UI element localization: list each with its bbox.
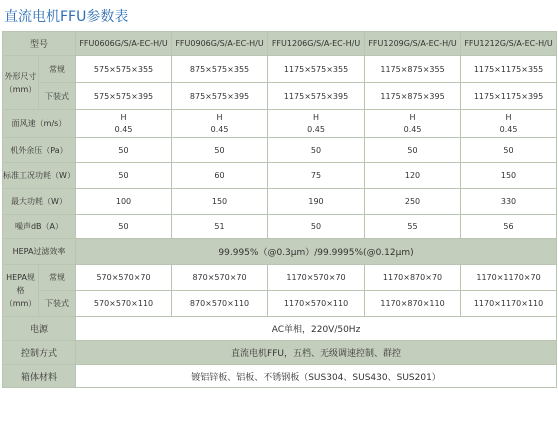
value-text: 0.45 (210, 124, 229, 134)
table-cell: 50 (76, 163, 172, 189)
model-header: FFU0906G/S/A-EC-H/U (172, 32, 268, 56)
table-cell: 250 (365, 189, 461, 215)
bottom-mount-sublabel: 下装式 (39, 291, 76, 317)
table-cell: 870×570×70 (172, 265, 268, 291)
table-cell: 330 (461, 189, 557, 215)
table-row (3, 83, 557, 110)
table-cell (461, 110, 557, 138)
table-cell: 570×570×110 (76, 291, 172, 317)
table-cell: 1175×875×395 (365, 83, 461, 110)
table-cell: 1170×870×110 (365, 291, 461, 317)
control-value: 直流电机FFU，五档、无级调速控制、群控 (76, 341, 557, 365)
normal-sublabel: 常规 (39, 56, 76, 83)
table-cell: 1175×575×355 (268, 56, 365, 83)
table-cell: 1175×1175×355 (461, 56, 557, 83)
table-cell: 1170×1170×110 (461, 291, 557, 317)
table-cell: 575×575×395 (76, 83, 172, 110)
table-cell: 1170×570×70 (268, 265, 365, 291)
table-cell: 50 (268, 138, 365, 163)
table-cell: 51 (172, 215, 268, 239)
level-text: H (120, 112, 127, 122)
table-row (3, 215, 557, 239)
table-cell: 50 (76, 138, 172, 163)
table-cell: 150 (172, 189, 268, 215)
model-header: FFU0606G/S/A-EC-H/U (76, 32, 172, 56)
table-cell: 120 (365, 163, 461, 189)
table-cell: 190 (268, 189, 365, 215)
value-text: 0.45 (499, 124, 518, 134)
table-cell: 1170×870×70 (365, 265, 461, 291)
control-label: 控制方式 (3, 341, 76, 365)
external-pressure-label: 机外余压（Pa） (3, 138, 76, 163)
table-row (3, 110, 557, 138)
model-label: 型号 (3, 32, 76, 56)
rated-power-label: 标准工况功耗（W） (3, 163, 76, 189)
table-cell: 56 (461, 215, 557, 239)
level-text: H (313, 112, 320, 122)
level-text: H (216, 112, 223, 122)
table-row (3, 341, 557, 365)
hepa-efficiency-label: HEPA过滤效率 (3, 239, 76, 265)
table-cell: 50 (365, 138, 461, 163)
table-row (3, 56, 557, 83)
model-header: FFU1212G/S/A-EC-H/U (461, 32, 557, 56)
bottom-mount-sublabel: 下装式 (39, 83, 76, 110)
dimensions-label: 外形尺寸（mm） (3, 56, 39, 110)
hepa-size-label: HEPA规格（mm） (3, 265, 39, 317)
table-cell: 575×575×355 (76, 56, 172, 83)
spec-table (2, 31, 557, 388)
table-cell: 1170×570×110 (268, 291, 365, 317)
table-cell: 50 (76, 215, 172, 239)
material-value: 镀铝锌板、铝板、不锈钢板（SUS304、SUS430、SUS201） (76, 365, 557, 388)
table-cell: 870×570×110 (172, 291, 268, 317)
table-cell: 1175×875×355 (365, 56, 461, 83)
page-title: 直流电机FFU参数表 (4, 9, 129, 25)
material-label: 箱体材料 (3, 365, 76, 388)
table-row (3, 163, 557, 189)
table-cell: 50 (268, 215, 365, 239)
table-cell: 150 (461, 163, 557, 189)
power-supply-value: AC单相，220V/50Hz (76, 317, 557, 341)
table-cell: 1175×575×395 (268, 83, 365, 110)
table-row (3, 365, 557, 388)
table-cell: 50 (172, 138, 268, 163)
hepa-efficiency-value: 99.995%（@0.3μm）/99.9995%(@0.12μm) (76, 239, 557, 265)
value-text: 0.45 (307, 124, 325, 134)
max-power-label: 最大功耗（W） (3, 189, 76, 215)
table-cell: 55 (365, 215, 461, 239)
value-text: 0.45 (114, 124, 133, 134)
table-cell (268, 110, 365, 138)
model-header: FFU1209G/S/A-EC-H/U (365, 32, 461, 56)
table-row (3, 317, 557, 341)
table-row (3, 138, 557, 163)
table-cell (365, 110, 461, 138)
level-text: H (505, 112, 512, 122)
table-row (3, 265, 557, 291)
table-cell: 875×575×395 (172, 83, 268, 110)
noise-label: 噪声dB（A） (3, 215, 76, 239)
value-text: 0.45 (403, 124, 422, 134)
table-row (3, 291, 557, 317)
table-cell: 100 (76, 189, 172, 215)
level-text: H (409, 112, 416, 122)
table-cell: 570×570×70 (76, 265, 172, 291)
normal-sublabel: 常规 (39, 265, 76, 291)
table-row (3, 189, 557, 215)
power-supply-label: 电源 (3, 317, 76, 341)
table-cell: 50 (461, 138, 557, 163)
face-velocity-label: 面风速（m/s） (3, 110, 76, 138)
table-cell (76, 110, 172, 138)
table-cell: 1170×1170×70 (461, 265, 557, 291)
table-cell: 75 (268, 163, 365, 189)
table-cell (172, 110, 268, 138)
table-row (3, 239, 557, 265)
table-cell: 875×575×355 (172, 56, 268, 83)
header-row (3, 32, 557, 56)
model-header: FFU1206G/S/A-EC-H/U (268, 32, 365, 56)
table-cell: 60 (172, 163, 268, 189)
table-cell: 1175×1175×395 (461, 83, 557, 110)
